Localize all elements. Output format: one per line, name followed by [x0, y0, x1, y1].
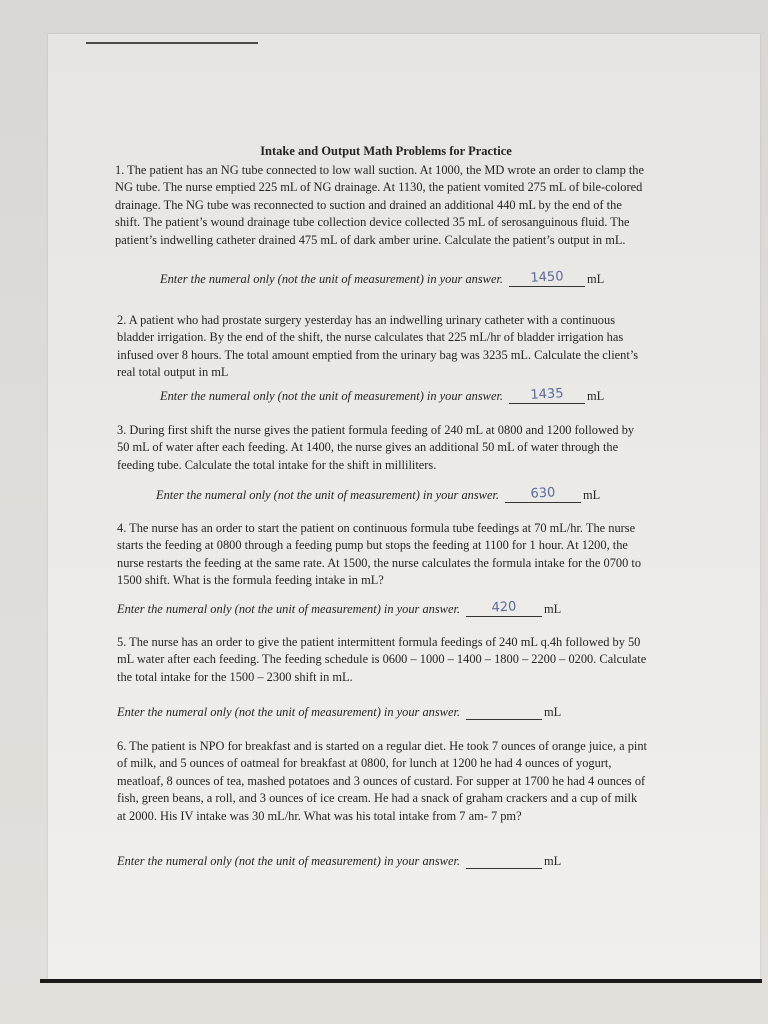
answer-prompt: Enter the numeral only (not the unit of measurement) in your answer.	[160, 272, 503, 286]
worksheet-content	[115, 144, 647, 249]
unit-label: mL	[544, 705, 562, 719]
answer-prompt: Enter the numeral only (not the unit of measurement) in your answer.	[156, 488, 499, 502]
answer-blank-3[interactable]	[505, 487, 581, 503]
bottom-edge	[40, 979, 762, 983]
problem-4-text: 4. The nurse has an order to start the patient on continuous formula tube feedings at 70 mL/hr. The nurse starts the feeding at 0800 through a feeding pump but stops the feeding at 1100 for 1 hour. At 1200, the nurse restarts the feeding at the same rate. At 1500, the nurse calculates the formula intake for the 0700 to 1500 shift. What is the formula feeding intake in mL?	[117, 521, 642, 588]
problem-1-text: 1. The patient has an NG tube connected to low wall suction. At 1000, the MD wrote an order to clamp the NG tube. The nurse emptied 225 mL of NG drainage. At 1130, the patient vomited 275 mL of bile-colored drainage. The NG tube was reconnected to suction and drained an additional 440 mL by the end of the shift. The patient’s wound drainage tube collection device collected 35 mL of serosanguinous fluid. The patient’s indwelling catheter drained 475 mL of dark amber urine. Calculate the patient’s output in mL.	[115, 163, 644, 247]
problem-6-text: 6. The patient is NPO for breakfast and is started on a regular diet. He took 7 ounces of orange juice, a pint of milk, and 5 ounces of oatmeal for breakfast at 0800, for lunch at 1200 he had 4 ounces of yogurt, meatloaf, 8 ounces of tea, mashed potatoes and 3 ounces of custard. For supper at 1700 he had 4 ounces of fish, green beans, a roll, and 3 ounces of ice cream. He had a snack of graham crackers and a cup of milk at 2000. His IV intake was 30 mL/hr. What was his total intake from 7 am- 7 pm?	[117, 739, 648, 823]
answer-row-5	[117, 704, 561, 720]
unit-label: mL	[583, 488, 601, 502]
handwritten-answer-6	[466, 865, 542, 869]
problem-5-text: 5. The nurse has an order to give the patient intermittent formula feedings of 240 mL q.4h followed by 50 mL water after each feeding. The feeding schedule is 0600 – 1000 – 1400 – 1800 – 2200 – 0200. Calculate the total intake for the 1500 – 2300 shift in mL.	[117, 635, 647, 684]
handwritten-answer-3: 630	[530, 485, 556, 502]
problem-2-text: 2. A patient who had prostate surgery yesterday has an indwelling urinary catheter with a continuous bladder irrigation. By the end of the shift, the nurse calculates that 225 mL/hr of bladder irrigation has infused over 8 hours. The total amount emptied from the urinary bag was 3235 mL. Calculate the client’s real total output in mL	[117, 313, 639, 380]
answer-row-4	[117, 601, 561, 617]
answer-blank-4[interactable]	[466, 601, 542, 617]
answer-row-3	[156, 487, 600, 503]
handwritten-answer-1: 1450	[530, 269, 564, 286]
answer-prompt: Enter the numeral only (not the unit of measurement) in your answer.	[117, 705, 460, 719]
answer-blank-6[interactable]	[466, 853, 542, 869]
answer-row-2	[160, 388, 604, 404]
page-title: Intake and Output Math Problems for Practice	[260, 144, 512, 158]
answer-row-1	[160, 271, 604, 287]
unit-label: mL	[587, 272, 605, 286]
handwritten-answer-2: 1435	[530, 386, 564, 403]
unit-label: mL	[544, 854, 562, 868]
answer-prompt: Enter the numeral only (not the unit of measurement) in your answer.	[160, 389, 503, 403]
answer-row-6	[117, 853, 561, 869]
handwritten-answer-4: 420	[491, 599, 517, 616]
answer-blank-5[interactable]	[466, 704, 542, 720]
answer-prompt: Enter the numeral only (not the unit of measurement) in your answer.	[117, 602, 460, 616]
handwritten-answer-5	[466, 716, 542, 720]
answer-prompt: Enter the numeral only (not the unit of measurement) in your answer.	[117, 854, 460, 868]
unit-label: mL	[544, 602, 562, 616]
problem-3-text: 3. During first shift the nurse gives the patient formula feeding of 240 mL at 0800 and 1200 followed by 50 mL of water after each feeding. At 1400, the nurse gives an additional 50 mL of water through the feeding tube. Calculate the total intake for the shift in milliliters.	[117, 423, 635, 472]
top-rule	[86, 42, 258, 44]
answer-blank-1[interactable]	[509, 271, 585, 287]
unit-label: mL	[587, 389, 605, 403]
answer-blank-2[interactable]	[509, 388, 585, 404]
